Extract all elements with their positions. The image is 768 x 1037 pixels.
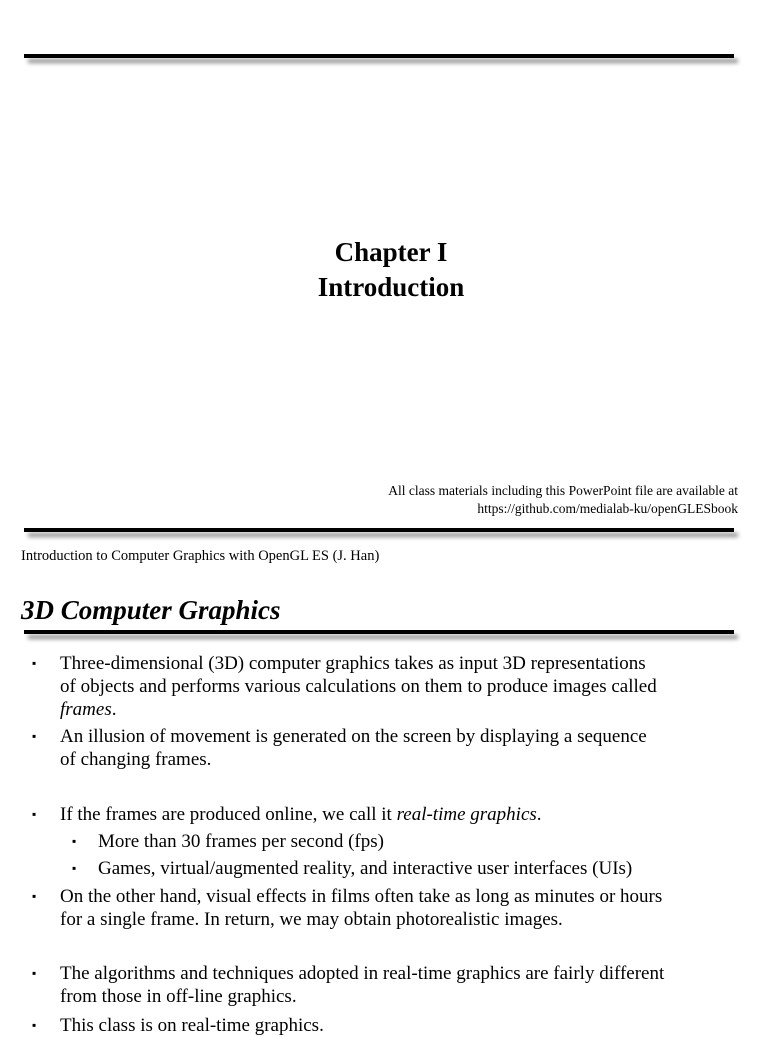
- bullet-marker-icon: ▪: [32, 729, 37, 743]
- bullet-marker-icon: ▪: [72, 861, 77, 875]
- bullet-text: The algorithms and techniques adopted in real-time graphics are fairly different: [60, 963, 665, 984]
- chapter-title: Introduction: [317, 272, 465, 302]
- title-underline-rule: [24, 630, 734, 634]
- bullet-marker-icon: ▪: [32, 656, 37, 670]
- bullet-item-3d-graphics: [32, 652, 740, 721]
- bullet-text: from those in off-line graphics.: [60, 986, 297, 1007]
- bullet-text: If the frames are produced online, we call it real-time graphics.: [60, 804, 542, 825]
- bullet-item-algorithms: [32, 962, 740, 1008]
- bullet-text: Three-dimensional (3D) computer graphics takes as input 3D representations: [60, 653, 646, 674]
- slide-divider-rule: [24, 528, 734, 532]
- bullet-item-illusion: [32, 725, 740, 771]
- slide-title: 3D Computer Graphics: [21, 595, 281, 625]
- emphasis-term: real-time graphics: [396, 804, 537, 825]
- chapter-number: Chapter I: [334, 237, 448, 267]
- bullet-text: of objects and performs various calculations on them to produce images called: [60, 676, 657, 697]
- bullet-marker-icon: ▪: [32, 1018, 37, 1032]
- bullet-marker-icon: ▪: [32, 807, 37, 821]
- bullet-item-realtime: [32, 803, 740, 826]
- materials-url[interactable]: https://github.com/medialab-ku/openGLESbook: [477, 501, 738, 516]
- bullet-text: of changing frames.: [60, 749, 212, 770]
- bullet-marker-icon: ▪: [32, 966, 37, 980]
- sub-bullet-fps: [72, 830, 738, 853]
- bullet-text: More than 30 frames per second (fps): [98, 831, 384, 852]
- bullet-marker-icon: ▪: [72, 834, 77, 848]
- bullet-text: frames.: [60, 699, 117, 720]
- bullet-item-films: [32, 885, 740, 931]
- bullet-text: for a single frame. In return, we may obtain photorealistic images.: [60, 909, 563, 930]
- bullet-text: An illusion of movement is generated on the screen by displaying a sequence: [60, 726, 647, 747]
- sub-bullet-games: [72, 857, 738, 880]
- bullet-item-class-scope: [32, 1014, 740, 1037]
- bullet-text: Games, virtual/augmented reality, and interactive user interfaces (UIs): [98, 858, 633, 879]
- emphasis-term: frames: [60, 699, 112, 720]
- top-rule: [24, 54, 734, 58]
- course-caption: Introduction to Computer Graphics with OpenGL ES (J. Han): [21, 548, 380, 564]
- materials-note: All class materials including this PowerPoint file are available at: [388, 483, 738, 498]
- bullet-marker-icon: ▪: [32, 889, 37, 903]
- bullet-text: On the other hand, visual effects in films often take as long as minutes or hours: [60, 886, 663, 907]
- bullet-text: This class is on real-time graphics.: [60, 1015, 324, 1036]
